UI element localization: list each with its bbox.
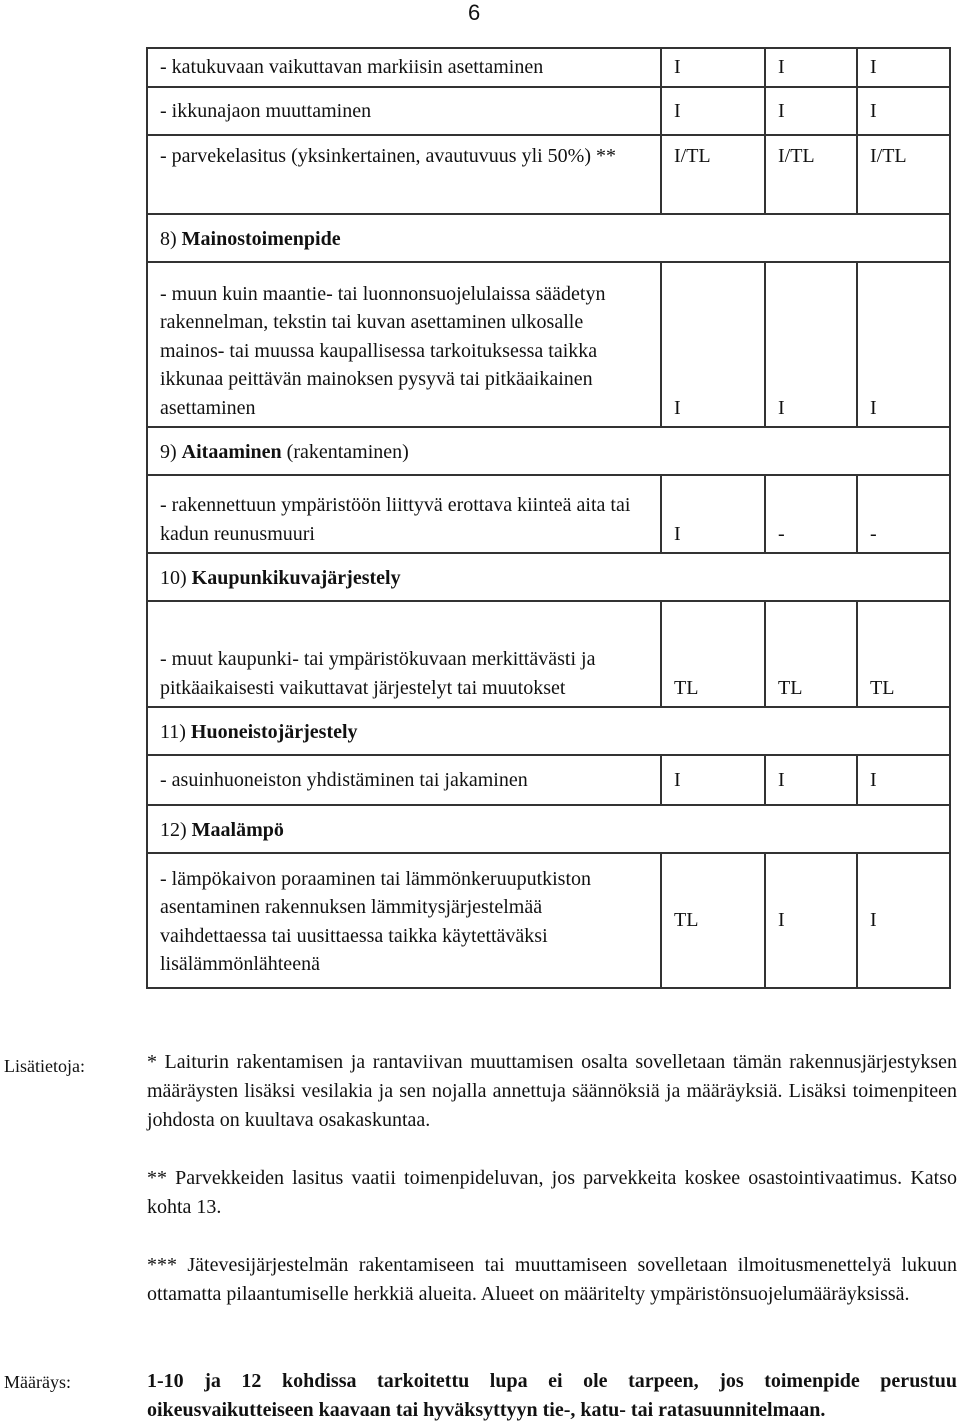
section-heading-row bbox=[147, 707, 950, 755]
info-note-1: * Laiturin rakentamisen ja rantaviivan muuttamisen osalta sovelletaan tämän rakennusjärjestyksen määräysten lisäksi vesilakia ja sen nojalla annettuja säännöksiä ja määräyksiä. Lisäksi toimenpiteen johdosta on kuultava osakaskuntaa. bbox=[147, 1051, 957, 1131]
section-heading: 8) Mainostoimenpide bbox=[147, 214, 950, 262]
value-cell: I bbox=[765, 262, 857, 427]
table-row bbox=[147, 755, 950, 805]
table-row bbox=[147, 87, 950, 135]
row-description: - lämpökaivon poraaminen tai lämmönkeruuputkiston asentaminen rakennuksen lämmitysjärjestelmää vaihdettaessa tai uusittaessa taikka käytettäväksi lisälämmönlähteenä bbox=[147, 853, 661, 988]
page-number: 6 bbox=[468, 0, 481, 25]
value-cell: I/TL bbox=[661, 135, 765, 214]
row-description: - parvekelasitus (yksinkertainen, avautuvuus yli 50%) ** bbox=[147, 135, 661, 214]
info-note-2: ** Parvekkeiden lasitus vaatii toimenpideluvan, jos parvekkeita koskee osastointivaatimus. Katso kohta 13. bbox=[147, 1167, 957, 1218]
section-heading-row bbox=[147, 214, 950, 262]
rule-text: 1-10 ja 12 kohdissa tarkoitettu lupa ei ole tarpeen, jos toimenpide perustuu oikeusvaikutteiseen kaavaan tai hyväksyttyyn tie-, katu- tai ratasuunnitelmaan. bbox=[147, 1370, 957, 1421]
section-heading-row bbox=[147, 805, 950, 853]
value-cell: I bbox=[765, 755, 857, 805]
value-cell: - bbox=[765, 475, 857, 553]
value-cell: TL bbox=[857, 601, 950, 707]
table-row bbox=[147, 135, 950, 214]
table-row bbox=[147, 601, 950, 707]
value-cell: I bbox=[661, 87, 765, 135]
row-description: - katukuvaan vaikuttavan markiisin asettaminen bbox=[147, 48, 661, 87]
table-row bbox=[147, 48, 950, 87]
rule-label: Määräys: bbox=[4, 1372, 71, 1392]
table-row bbox=[147, 262, 950, 427]
value-cell: I bbox=[857, 262, 950, 427]
value-cell: I bbox=[857, 48, 950, 87]
value-cell: - bbox=[857, 475, 950, 553]
value-cell: I bbox=[661, 755, 765, 805]
section-heading-row bbox=[147, 553, 950, 601]
section-heading: 12) Maalämpö bbox=[147, 805, 950, 853]
value-cell: I bbox=[857, 853, 950, 988]
info-note-3: *** Jätevesijärjestelmän rakentamiseen tai muuttamiseen sovelletaan ilmoitusmenettelyä lukuun ottamatta pilaantumiselle herkkiä alueita. Alueet on määritelty ympäristönsuojelumääräyksissä. bbox=[147, 1254, 957, 1305]
row-description: - rakennettuun ympäristöön liittyvä erottava kiinteä aita tai kadun reunusmuuri bbox=[147, 475, 661, 553]
value-cell: I/TL bbox=[857, 135, 950, 214]
permit-table bbox=[146, 47, 951, 989]
section-heading: 9) Aitaaminen (rakentaminen) bbox=[147, 427, 950, 475]
value-cell: I bbox=[661, 48, 765, 87]
section-heading: 10) Kaupunkikuvajärjestely bbox=[147, 553, 950, 601]
row-description: - muun kuin maantie- tai luonnonsuojelulaissa säädetyn rakennelman, tekstin tai kuvan asettaminen ulkosalle mainos- tai muussa kaupallisessa tarkoituksessa taikka ikkunaa peittävän mainoksen pysyvä tai pitkäaikainen asettaminen bbox=[147, 262, 661, 427]
row-description: - asuinhuoneiston yhdistäminen tai jakaminen bbox=[147, 755, 661, 805]
value-cell: TL bbox=[661, 853, 765, 988]
value-cell: I bbox=[765, 48, 857, 87]
value-cell: I bbox=[857, 87, 950, 135]
value-cell: I bbox=[765, 853, 857, 988]
row-description: - ikkunajaon muuttaminen bbox=[147, 87, 661, 135]
value-cell: I/TL bbox=[765, 135, 857, 214]
value-cell: I bbox=[765, 87, 857, 135]
table-row bbox=[147, 853, 950, 988]
info-label: Lisätietoja: bbox=[4, 1056, 85, 1076]
row-description: - muut kaupunki- tai ympäristökuvaan merkittävästi ja pitkäaikaisesti vaikuttavat järjestelyt tai muutokset bbox=[147, 601, 661, 707]
value-cell: I bbox=[857, 755, 950, 805]
value-cell: TL bbox=[661, 601, 765, 707]
section-heading-row bbox=[147, 427, 950, 475]
table-row bbox=[147, 475, 950, 553]
value-cell: I bbox=[661, 475, 765, 553]
value-cell: TL bbox=[765, 601, 857, 707]
section-heading: 11) Huoneistojärjestely bbox=[147, 707, 950, 755]
value-cell: I bbox=[661, 262, 765, 427]
